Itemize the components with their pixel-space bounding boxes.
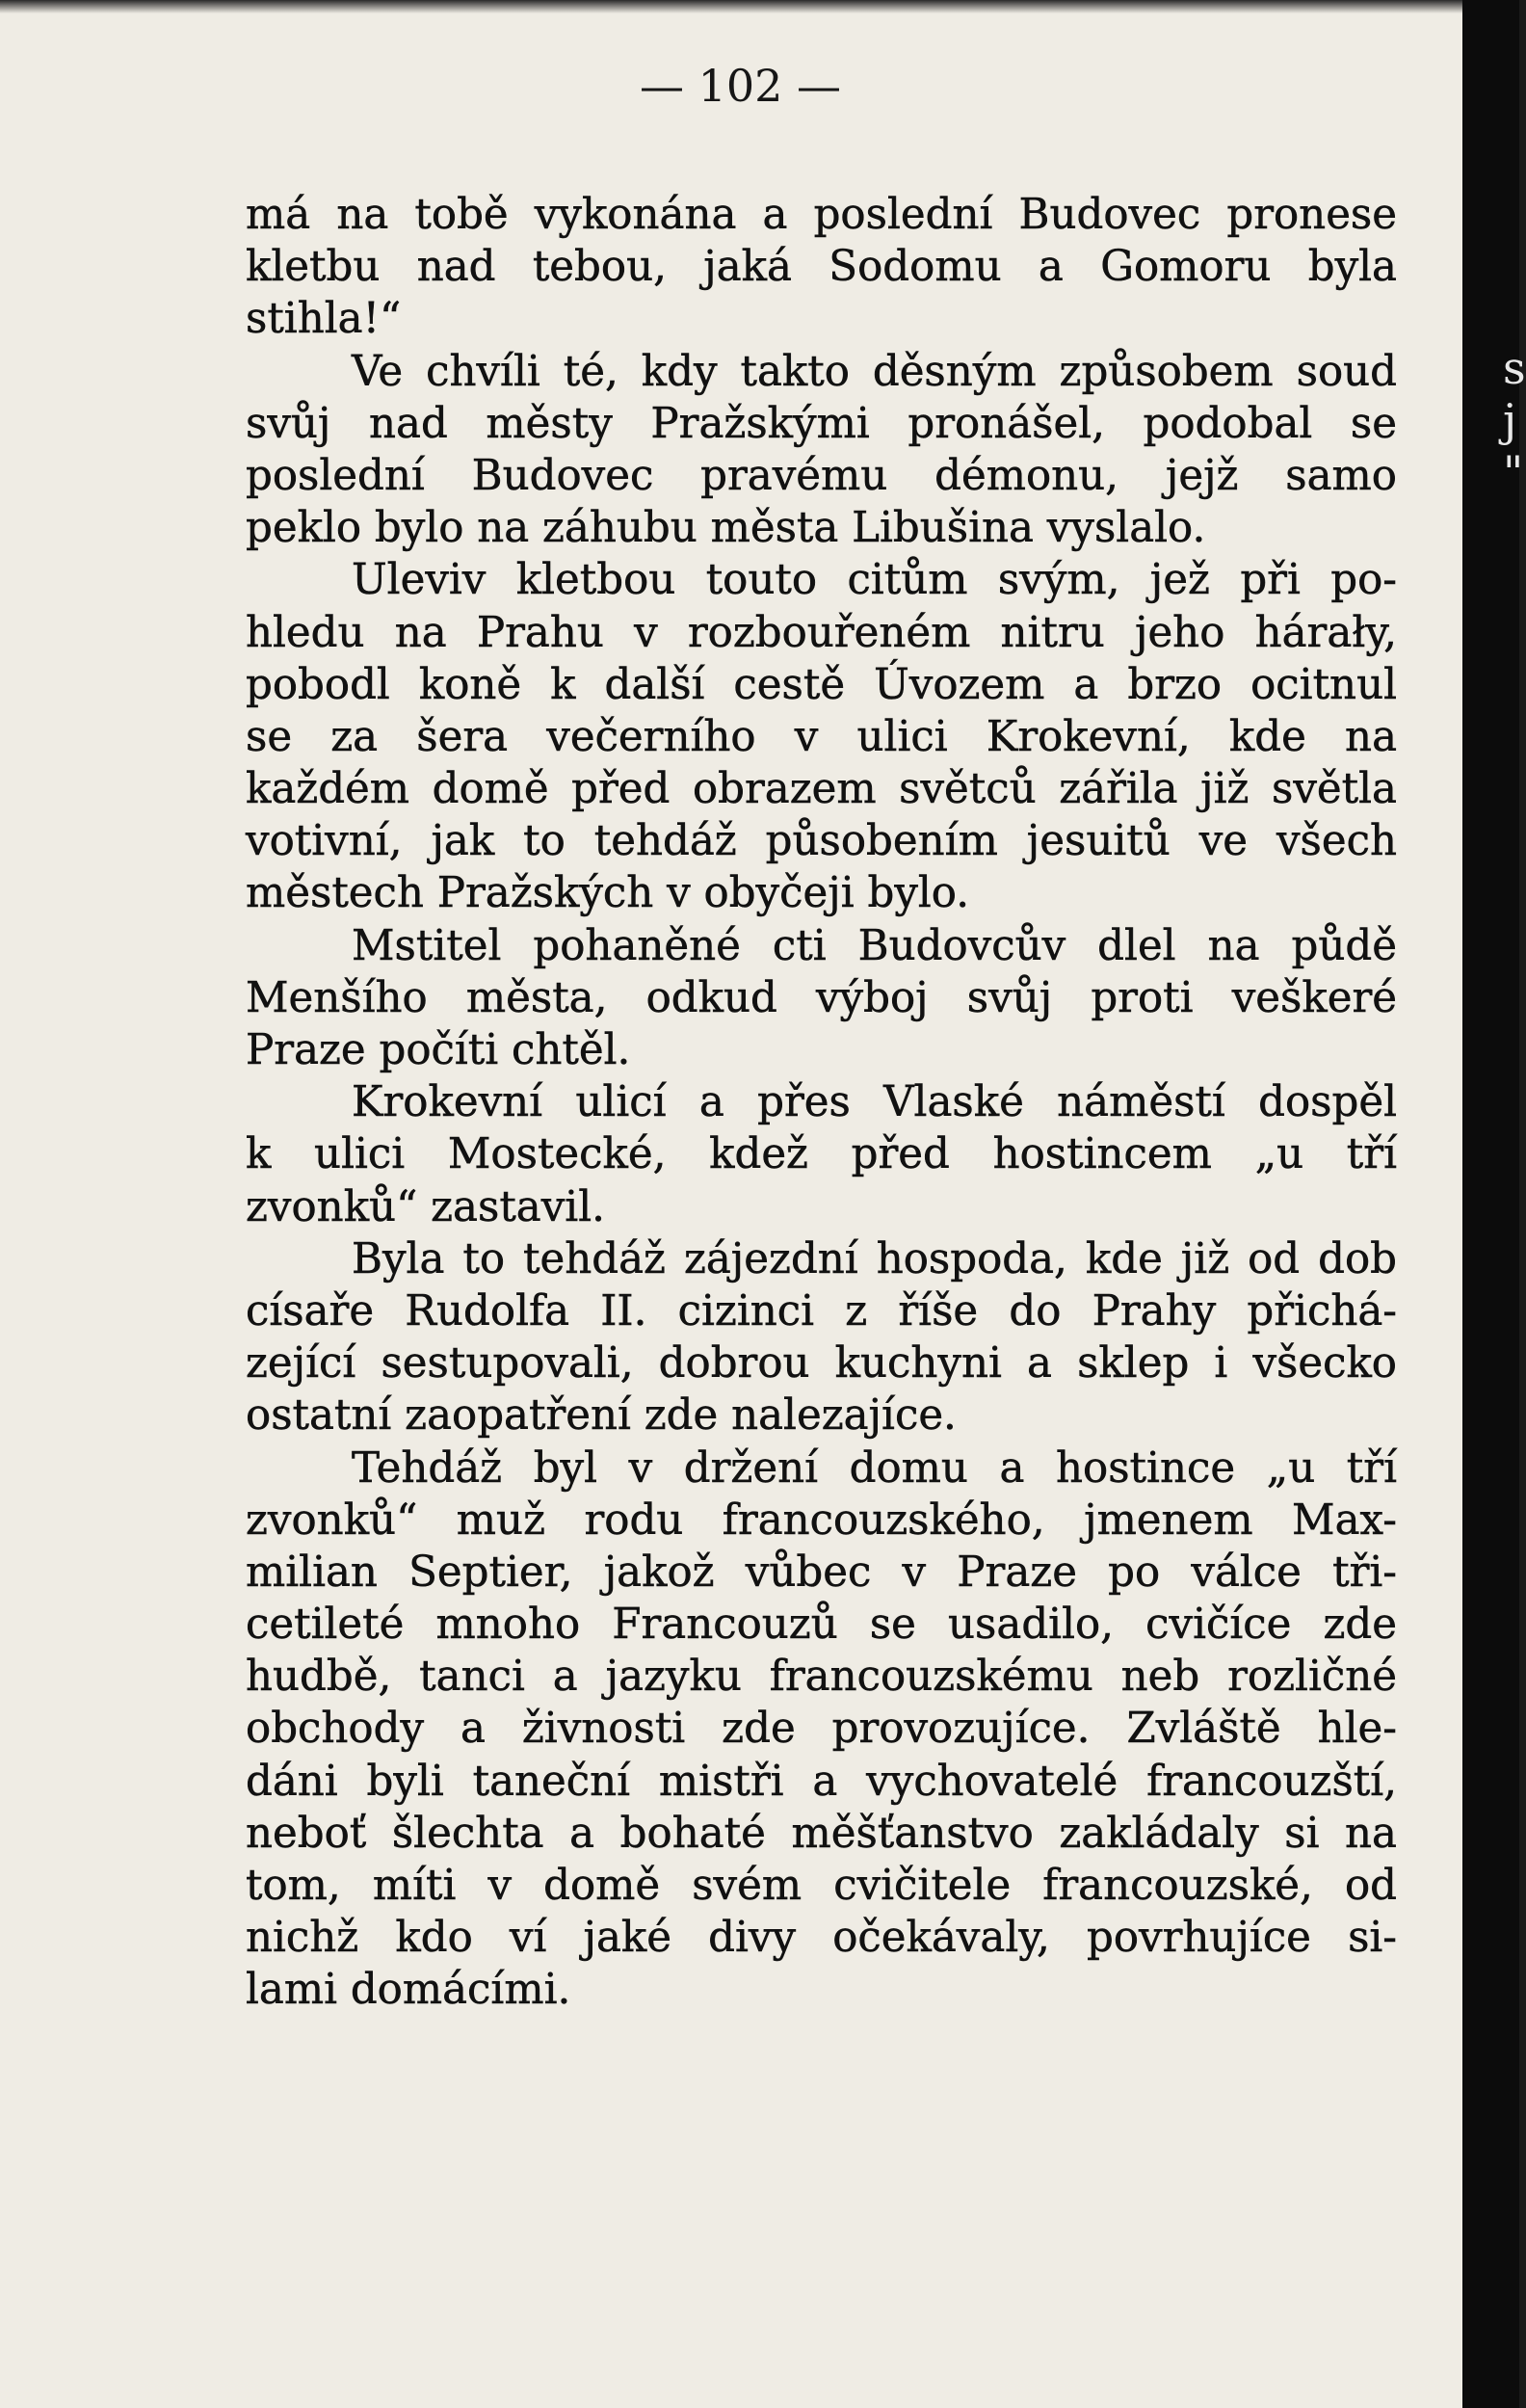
text-line: obchody a živnosti zde provozujíce. Zvláště hle- [246, 1705, 1397, 1754]
text-line: městech Pražských v obyčeji bylo. [246, 869, 970, 918]
text-line: nichž kdo ví jaké divy očekávaly, povrhujíce si- [246, 1914, 1397, 1963]
text-line: se za šera večerního v ulici Krokevní, kde na [246, 712, 1397, 761]
paragraph [246, 346, 1397, 555]
text-line: peklo bylo na záhubu města Libušina vyslalo. [246, 504, 1206, 553]
text-line: Uleviv kletbou touto citům svým, jež při po- [352, 556, 1397, 605]
body-text [246, 189, 1397, 2017]
text-line: zející sestupovali, dobrou kuchyni a sklep i všecko [246, 1339, 1397, 1389]
text-line: stihla!“ [246, 295, 402, 344]
text-line: hudbě, tanci a jazyku francouzskému neb rozličné [246, 1653, 1397, 1702]
text-line: zvonků“ muž rodu francouzského, jmenem Max- [246, 1495, 1397, 1545]
text-line: cetileté mnoho Francouzů se usadilo, cvičíce zde [246, 1601, 1397, 1650]
paragraph [246, 920, 1397, 1077]
text-line: milian Septier, jakož vůbec v Praze po válce tři- [246, 1548, 1397, 1597]
paragraph [246, 1442, 1397, 2017]
text-line: hledu na Prahu v rozbouřeném nitru jeho hárały, [246, 608, 1397, 657]
text-line: zvonků“ zastavil. [246, 1182, 605, 1231]
text-line: císaře Rudolfa II. cizinci z říše do Prahy přichá- [246, 1286, 1397, 1336]
paragraph [246, 1076, 1397, 1233]
page-number [0, 60, 1519, 112]
text-line: pobodl koně k další cestě Úvozem a brzo ocitnul [246, 660, 1397, 709]
text-line: Menšího města, odkud výboj svůj proti veškeré [246, 973, 1397, 1022]
text-line: lami domácími. [246, 1966, 571, 2015]
text-line: kletbu nad tebou, jaká Sodomu a Gomoru byla [246, 243, 1397, 292]
text-line: neboť šlechta a bohaté měšťanstvo zakládaly si na [246, 1809, 1397, 1858]
paragraph [246, 189, 1397, 346]
text-line: dáni byli taneční mistři a vychovatelé francouzští, [246, 1757, 1397, 1806]
text-line: svůj nad městy Pražskými pronášel, podobal se [246, 399, 1397, 448]
page-number-text: — 102 — [639, 60, 842, 112]
text-line: Ve chvíli té, kdy takto děsným způsobem soud [352, 347, 1397, 396]
paragraph [246, 1233, 1397, 1442]
text-line: votivní, jak to tehdáž působením jesuitů ve všech [246, 817, 1397, 866]
adjacent-page-bleed: s j " [1503, 342, 1526, 498]
text-line: každém domě před obrazem světců zářila již světla [246, 765, 1397, 814]
text-line: k ulici Mostecké, kdež před hostincem „u tří [246, 1130, 1397, 1179]
text-line: ostatní zaopatření zde nalezajíce. [246, 1391, 957, 1441]
text-line: Mstitel pohaněné cti Budovcův dlel na půdě [352, 921, 1397, 970]
text-line: Krokevní ulicí a přes Vlaské náměstí dospěl [352, 1078, 1397, 1127]
text-line: Byla to tehdáž zájezdní hospoda, kde již od dob [352, 1234, 1397, 1283]
text-line: Praze počíti chtěl. [246, 1026, 631, 1074]
text-line: tom, míti v domě svém cvičitele francouzské, od [246, 1862, 1397, 1910]
text-line: má na tobě vykonána a poslední Budovec pronese [246, 191, 1397, 239]
text-line: Tehdáž byl v držení domu a hostince „u tří [352, 1443, 1397, 1493]
paragraph [246, 554, 1397, 919]
scan-top-edge [0, 0, 1462, 13]
text-line: poslední Budovec pravému démonu, jejž samo [246, 451, 1397, 500]
